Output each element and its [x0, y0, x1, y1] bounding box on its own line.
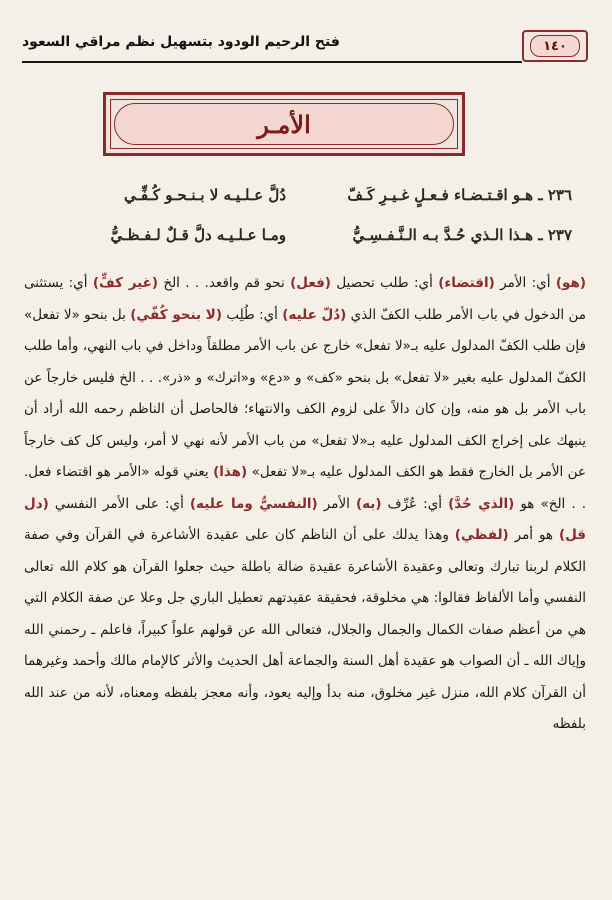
section-title-frame — [103, 92, 465, 156]
quoted-verse-term: (لفظي) — [454, 527, 509, 543]
commentary-text: أي: طلب تحصيل — [330, 275, 439, 291]
quoted-verse-term: (اقتضاء) — [438, 275, 495, 291]
verse-hemistich-1: ٢٣٧ ـ هـذا الـذي حُـدَّ بـه الـنَّـفـسِـيُّ — [352, 226, 572, 244]
quoted-verse-term: (الذي حُدَّ) — [448, 495, 515, 512]
commentary-paragraph — [24, 268, 586, 741]
quoted-verse-term: (هو) — [555, 275, 586, 291]
page-number-badge — [522, 30, 588, 62]
running-title: فتح الرحيم الودود بتسهيل نظم مراقي السعود — [22, 34, 340, 50]
quoted-verse-term: (دل قل) — [24, 495, 586, 543]
quoted-verse-term: (به) — [355, 495, 382, 512]
commentary-text: نحو قم واقعد. . . الخ — [158, 275, 291, 291]
section-title-oval — [114, 103, 454, 145]
section-title: الأمـر — [257, 109, 311, 139]
header-rule — [22, 61, 522, 63]
verses-block — [28, 186, 572, 266]
quoted-verse-term: (دُلّ عليه) — [282, 306, 347, 323]
commentary-text: وهذا يدلك على أن الناظم كان على عقيدة الأشاعرة في القرآن وفي صفة الكلام لربنا تبارك وتعالى وعقيدة الأشاعرة عقيدة ضالة باطلة حيث جعلوا القرآن هو كلام الله تعالى النفسي وأما الألفاظ فقالوا: هي مخلوقة، فحقيقة عقيدتهم تعطيل الباري جل وعلا عن صفة الكلام التي هي من أعظم صفات الكمال والجمال والجلال، فتعالى الله عن قولهم علواً كبيراً، فاعلم ـ رحمني الله وإياك الله ـ أن الصواب هو عقيدة أهل السنة والجماعة أهل الحديث والأثر كالإمام مالك وأحمد وغيرهما أن القرآن كلام الله، منزل غير مخلوق، منه بدأ وإليه يعود، وأنه معجز بلفظه ومعناه، لأنه من عند الله بلفظه — [24, 527, 586, 732]
commentary-text: أي: طُلِب — [222, 306, 283, 323]
quoted-verse-term: (النفسيُّ وما عليه) — [189, 495, 318, 512]
quoted-verse-term: (لا بنحو كُفّي) — [130, 306, 223, 323]
page-number: ١٤٠ — [530, 35, 580, 57]
quoted-verse-term: (فعل) — [290, 275, 331, 291]
commentary-text: بل بنحو «لا تفعل» فإن طلب الكفّ المدلول عليه بـ«لا تفعل» خارج عن باب الأمر مطلقاً وداخل في باب النهي، وأما طلب الكفّ المدلول عليه بغير «لا تفعل» بل بنحو «كف» و «دع» و«اترك» و «ذر». . . الخ فليس خارجاً عن باب الأمر بل هو منه، وإن كان دالاً على لزوم الكف والانتهاء؛ فالحاصل أن الناظم رحمه الله أراد أن ينبهك على إخراج الكف المدلول عليه بـ«لا تفعل» من باب الأمر لأنه نهي لا أمر، وليس كل كف خارجاً عن الأمر بل الخارج فقط هو الكف المدلول عليه بـ«لا تفعل» — [24, 306, 586, 480]
running-header — [22, 28, 588, 64]
commentary-text: أي: يستثنى من الدخول في باب الأمر طلب الكفّ الذي — [24, 275, 586, 323]
verse-line — [28, 226, 572, 266]
commentary-text: أي: الأمر — [494, 275, 556, 291]
commentary-text: الأمر — [317, 495, 356, 512]
commentary-text: يعني قوله «الأمر هو اقتضاء فعل. . . الخ» هو — [24, 464, 586, 512]
quoted-verse-term: (غير كفٍّ) — [92, 275, 158, 291]
verse-line — [28, 186, 572, 226]
commentary-text: أي: عُرِّف — [381, 495, 449, 512]
quoted-verse-term: (هذا) — [213, 464, 248, 480]
verse-hemistich-2: دُلَّ عـلـيـه لا بـنـحـو كُـفِّـي — [123, 186, 286, 204]
verse-hemistich-2: ومـا عـلـيـه دلَّ قـلٌ لـفـظـيُّ — [110, 226, 286, 244]
verse-hemistich-1: ٢٣٦ ـ هـو اقـتـضـاء فـعـلٍ غـيـرِ كَـفّ — [347, 186, 572, 204]
commentary-text: أي: على الأمر النفسي — [48, 495, 190, 512]
commentary-text: هو أمر — [508, 527, 559, 543]
